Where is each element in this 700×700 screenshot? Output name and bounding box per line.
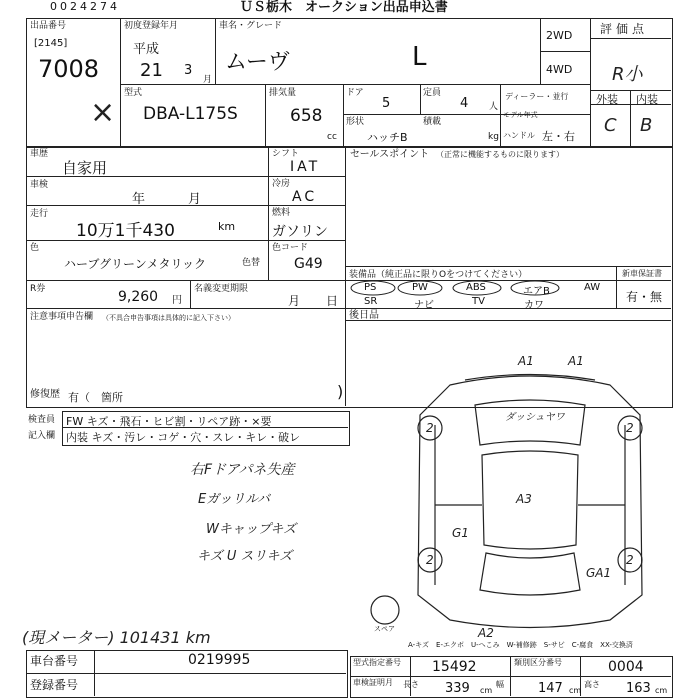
registration-year: 21 [140, 60, 163, 81]
fuel-value: ガソリン [272, 224, 328, 240]
car-name-label: 車名・グレード [219, 21, 283, 31]
mark-dash: ダッシュヤワ [505, 412, 565, 423]
rear-window [480, 553, 580, 595]
drive-2wd: 2WD [546, 29, 573, 42]
dealer-label: ディーラー・並行 [505, 92, 569, 101]
doors-value: 5 [382, 96, 391, 111]
displacement-unit: cc [327, 132, 337, 142]
mileage-label: 走行 [30, 209, 49, 219]
doors-label: ドア [346, 88, 364, 98]
chassis-value: 0219995 [188, 652, 251, 668]
equip-aw: AW [584, 282, 601, 293]
height-label: 高さ [584, 680, 600, 689]
damage-legend: A-キズ E-エクボ U-へこみ W-補修跡 S-サビ C-腐食 XX-交換済 [408, 641, 633, 649]
name-change-label: 名義変更期限 [194, 284, 249, 294]
top-frame [26, 18, 673, 148]
odometer-note: (現メーター) 101431 km [22, 628, 211, 647]
lot-check-mark: × [90, 95, 116, 130]
mark-2-fr: 2 [626, 421, 634, 435]
width-unit: cm [569, 686, 582, 695]
equipment-label: 装備品（純正品に限りOをつけてください） [349, 270, 528, 280]
model-year-label: モデル年式 [503, 111, 538, 119]
repair-value: 有（ 箇所 [68, 391, 123, 404]
type-spec-label: 型式指定番号 [353, 658, 401, 667]
circle-airbag [511, 281, 559, 295]
grade-value: R小 [612, 64, 643, 85]
recycle-label: R券 [30, 284, 46, 294]
capacity-unit: 人 [489, 102, 499, 112]
repair-paren: ) [337, 382, 344, 401]
capacity-value: 4 [460, 96, 469, 111]
repaint-label: 色替 [242, 258, 261, 268]
height-value: 163 [626, 681, 651, 696]
handle-value: 左・右 [542, 130, 575, 143]
mark-a1-right: A1 [568, 354, 584, 368]
name-change-month: 月 [288, 294, 301, 308]
interior-label: 内装 [636, 93, 658, 106]
recycle-unit: 円 [172, 295, 182, 306]
equip-sr: SR [364, 296, 378, 307]
circle-abs [453, 281, 501, 295]
length-unit: cm [480, 686, 493, 695]
car-name: ムーヴ [225, 50, 290, 75]
note-line-4: キズ U スリキズ [197, 549, 293, 564]
sales-point-note: （正常に機能するものに限ります） [436, 150, 564, 159]
lot-number: 7008 [38, 55, 100, 83]
aircon-value: AC [292, 189, 318, 205]
repair-label: 修復歴 [30, 389, 60, 400]
circle-ps [351, 281, 395, 295]
name-change-day: 日 [326, 294, 339, 308]
equip-airbag: エアB [523, 286, 550, 297]
inspector-label-1: 検査員 [28, 415, 56, 425]
circle-pw [398, 281, 442, 295]
aircon-label: 冷房 [272, 179, 291, 189]
load-unit: kg [488, 132, 499, 142]
shift-value: IAT [290, 159, 321, 175]
load-label: 積載 [423, 117, 442, 127]
registration-era: 平成 [133, 42, 160, 57]
color-code: G49 [294, 256, 323, 272]
model-label: 型式 [124, 88, 143, 98]
reg-label: 登録番号 [30, 678, 79, 692]
registration-label: 初度登録年月 [124, 21, 179, 31]
mark-a2: A2 [478, 626, 494, 640]
width-label: 幅 [496, 680, 504, 689]
spare-label: スペア [374, 625, 395, 633]
registration-month: 3 [184, 63, 193, 78]
class-label: 類別区分番号 [514, 658, 562, 667]
inspector-row-1: FW キズ・飛石・ヒビ割・リペア跡・×要 [66, 415, 272, 428]
form-serial: 0024274 [50, 0, 120, 13]
drive-4wd: 4WD [546, 63, 573, 76]
mileage-unit: km [218, 220, 236, 233]
form-title: ＵＳ栃木 オークション出品申込書 [240, 0, 448, 15]
warranty-value: 有・無 [626, 290, 663, 304]
car-grade: L [412, 42, 427, 72]
equip-navi: ナビ [414, 300, 434, 311]
chassis-label: 車台番号 [30, 654, 79, 668]
mark-2-fl: 2 [426, 421, 434, 435]
fuel-label: 燃料 [272, 208, 291, 218]
inspector-row-2: 内装 キズ・汚レ・コゲ・穴・スレ・キレ・破レ [66, 431, 301, 444]
class-value: 0004 [608, 659, 644, 675]
width-value: 147 [538, 681, 563, 696]
grade-label: 評価点 [600, 22, 649, 36]
date-label: 車検証明月 [353, 678, 393, 687]
color-label: 色 [30, 243, 40, 253]
mark-a3: A3 [516, 492, 532, 506]
color-value: ハーブグリーンメタリック [64, 257, 206, 271]
note-line-3: Wキャップキズ [206, 522, 297, 537]
recycle-value: 9,260 [118, 289, 159, 305]
height-unit: cm [655, 686, 668, 695]
note-line-2: Eガッリルバ [198, 492, 271, 507]
exterior-label: 外装 [596, 93, 618, 106]
lot-sub-number: [2145] [34, 38, 68, 49]
after-label: 後日品 [349, 310, 379, 321]
mark-g1: G1 [452, 526, 469, 540]
warranty-label: 新車保証書 [622, 269, 662, 278]
spare-wheel [371, 596, 399, 624]
mark-a1-left: A1 [518, 354, 534, 368]
displacement-label: 排気量 [269, 88, 297, 98]
equip-ps: PS [364, 282, 377, 293]
notes-label: 注意事項申告欄 [30, 312, 94, 322]
length-label: 長さ [403, 680, 419, 689]
usage-label: 車歴 [30, 149, 49, 159]
equip-pw: PW [412, 282, 428, 293]
length-value: 339 [445, 681, 470, 696]
equipment-circles [345, 278, 615, 308]
shape-label: 形状 [346, 117, 365, 127]
inspector-label-2: 記入欄 [28, 431, 56, 441]
sales-point-label: セールスポイント [350, 149, 430, 160]
equip-abs: ABS [466, 282, 486, 293]
note-line-1: 右Fドアパネ失産 [190, 462, 295, 478]
type-spec-value: 15492 [432, 659, 477, 675]
interior-value: B [640, 115, 653, 136]
mark-2-rr: 2 [626, 553, 634, 567]
shift-label: シフト [272, 149, 300, 159]
equip-tv: TV [472, 296, 485, 307]
mileage-value: 10万1千430 [76, 221, 175, 241]
inspection-year: 年 [132, 192, 146, 207]
lot-label: 出品番号 [30, 21, 67, 31]
shape-value: ハッチB [367, 131, 408, 144]
mark-ga1: GA1 [586, 566, 612, 580]
color-code-label: 色コード [272, 243, 309, 253]
inspection-month: 月 [188, 192, 202, 207]
exterior-value: C [604, 115, 617, 136]
equip-leather: カワ [524, 300, 544, 311]
mark-2-rl: 2 [426, 553, 434, 567]
handle-label: ハンドル [503, 131, 535, 140]
inspection-label: 車検 [30, 180, 49, 190]
capacity-label: 定員 [423, 88, 442, 98]
registration-month-unit: 月 [203, 75, 213, 85]
notes-sub: （不具合申告事項は具体的に記入下さい） [102, 314, 235, 322]
displacement-value: 658 [290, 106, 323, 126]
car-damage-diagram [390, 345, 680, 640]
model-value: DBA-L175S [143, 104, 238, 124]
usage-value: 自家用 [62, 159, 108, 177]
